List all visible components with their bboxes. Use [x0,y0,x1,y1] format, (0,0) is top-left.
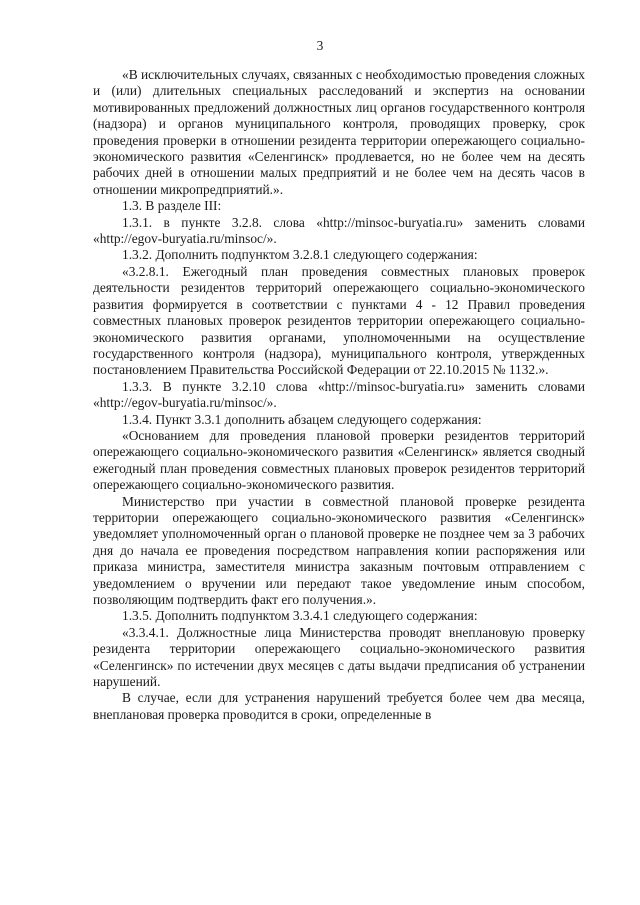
page-number: 3 [316,38,324,53]
paragraph-3-3-4-1: «3.3.4.1. Должностные лица Министерства проводят внеплановую проверку резидента территории опережающего социально-экономического развития «Селенгинск» по истечении двух месяцев с даты выдачи предписания об устранении нарушений. [93,624,585,690]
paragraph-ministry-notice: Министерство при участии в совместной плановой проверке резидента территории опережающего социально-экономического развития «Селенгинск» уведомляет уполномоченный орган о плановой проверке не позднее чем за 3 рабочих дня до начала ее проведения посредством направления копии распоряжения или приказа министра, заместителя министра заказным почтовым отправлением с уведомлением о вручении или передают такое уведомление иным способом, позволяющим подтвердить факт его получения.». [93,493,585,607]
paragraph-1-3-1: 1.3.1. в пункте 3.2.8. слова «http://minsoc-buryatia.ru» заменить словами «http://egov-buryatia.ru/minsoc/». [93,214,585,247]
paragraph-inspection-basis: «Основанием для проведения плановой проверки резидентов территорий опережающего социально-экономического развития «Селенгинск» является сводный ежегодный план проведения совместных плановых проверок резидентов территорий опережающего социально-экономического развития. [93,427,585,493]
paragraph-1-3-5: 1.3.5. Дополнить подпунктом 3.3.4.1 следующего содержания: [122,608,478,624]
paragraph-3-2-8-1: «3.2.8.1. Ежегодный план проведения совместных плановых проверок деятельности резидентов территорий опережающего социально-экономического развития формируется в соответствии с пунктами 4 - 12 Правил проведения совместных плановых проверок резидентов территории опережающего социально-экономического развития органами, уполномоченными на осуществление государственного контроля (надзора), муниципального контроля, утвержденных постановлением Правительства Российской Федерации от 22.10.2015 № 1132.». [93,263,585,378]
paragraph-two-months: В случае, если для устранения нарушений требуется более чем два месяца, внеплановая проверка проводится в сроки, определенные в [93,690,585,722]
paragraph-extension-clause: «В исключительных случаях, связанных с необходимостью проведения сложных и (или) длительных специальных расследований и экспертиз на основании мотивированных предложений должностных лиц органов государственного контроля (надзора) и органов муниципального контроля, проводящих проверку, срок проведения проверки в отношении резидента территории опережающего социально-экономического развития «Селенгинск» продлевается, но не более чем на десять рабочих дней в отношении малых предприятий и не более чем на десять часов в отношении микропредприятий.». [93,67,585,197]
paragraph-1-3-3: 1.3.3. В пункте 3.2.10 слова «http://minsoc-buryatia.ru» заменить словами «http://egov-buryatia.ru/minsoc/». [93,378,585,411]
paragraph-1-3-2: 1.3.2. Дополнить подпунктом 3.2.8.1 следующего содержания: [122,247,478,263]
paragraph-1-3: 1.3. В разделе III: [122,198,222,214]
document-body [93,67,585,723]
paragraph-1-3-4: 1.3.4. Пункт 3.3.1 дополнить абзацем следующего содержания: [122,411,482,427]
